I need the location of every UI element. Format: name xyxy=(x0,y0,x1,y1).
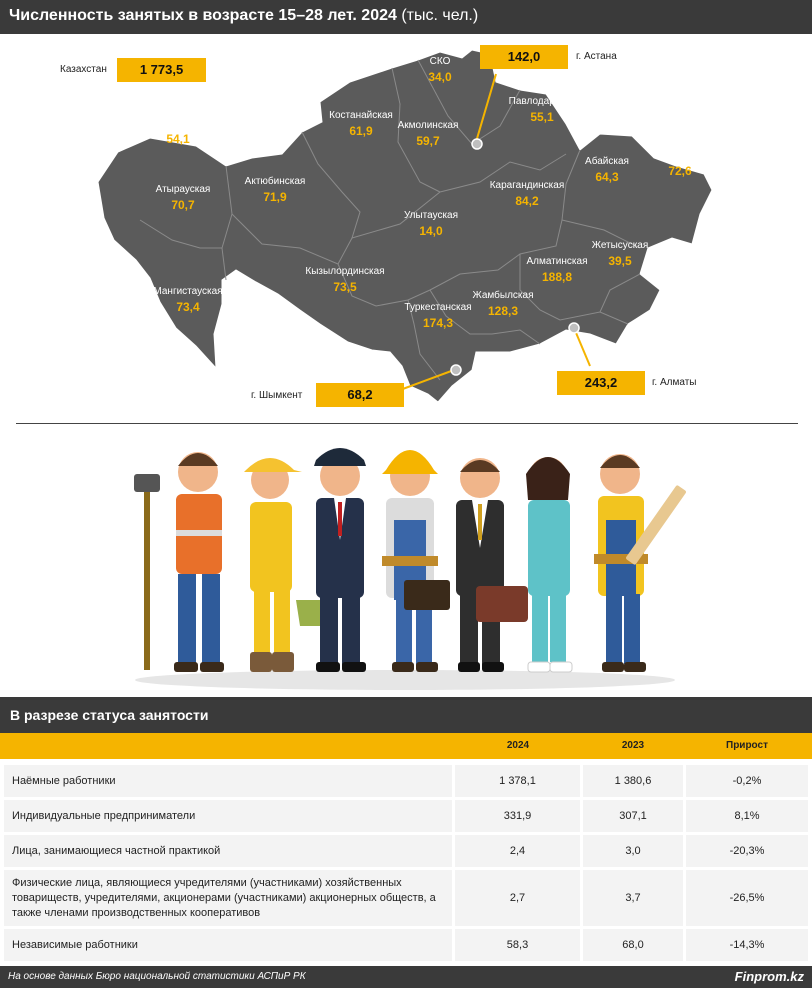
region-zhetysu xyxy=(584,240,656,268)
table-row xyxy=(0,835,812,867)
surveyor-figure xyxy=(134,452,224,672)
region-abai xyxy=(578,156,636,184)
region-name: Карагандинская xyxy=(489,180,565,191)
kazakhstan-map xyxy=(0,34,812,414)
region-value: 174,3 xyxy=(422,316,454,330)
region-kostanay xyxy=(323,110,399,138)
table-row xyxy=(0,929,812,961)
row-value-2023: 68,0 xyxy=(583,929,683,961)
row-growth: -26,5% xyxy=(686,870,808,926)
carpenter-figure xyxy=(594,454,687,672)
region-aktobe xyxy=(238,176,312,204)
workers-drawing xyxy=(120,430,690,692)
region-akmola xyxy=(390,120,466,148)
nurse-figure xyxy=(526,457,572,672)
region-name: Акмолинская xyxy=(397,120,459,131)
region-name: Актюбинская xyxy=(244,176,306,187)
region-ulytau xyxy=(398,210,464,238)
region-value: 64,3 xyxy=(595,170,619,184)
table-row xyxy=(0,870,812,926)
region-name: Туркестанская xyxy=(404,302,472,313)
region-value: 70,7 xyxy=(171,198,195,212)
row-growth: 8,1% xyxy=(686,800,808,832)
builder-figure xyxy=(382,450,450,672)
shymkent-marker xyxy=(451,365,461,375)
region-name: Улытауская xyxy=(403,210,459,221)
region-name: Кызылординская xyxy=(305,266,385,277)
astana-marker xyxy=(472,139,482,149)
region-value: 188,8 xyxy=(541,270,573,284)
column-growth: Прирост xyxy=(726,740,768,751)
row-label: Независимые работники xyxy=(4,929,452,961)
region-value: 84,2 xyxy=(515,194,539,208)
region-value: 59,7 xyxy=(416,134,440,148)
kazakhstan-label: Казахстан xyxy=(60,64,107,75)
region-sko xyxy=(418,56,462,84)
region-zhambyl xyxy=(470,290,536,318)
region-kyzylorda xyxy=(300,266,390,294)
region-zko xyxy=(156,118,200,146)
row-value-2023: 307,1 xyxy=(583,800,683,832)
astana-label: г. Астана xyxy=(576,51,617,62)
row-value-2024: 58,3 xyxy=(455,929,580,961)
region-value: 61,9 xyxy=(349,124,373,138)
row-label: Наёмные работники xyxy=(4,765,452,797)
divider xyxy=(16,423,798,424)
row-label: Индивидуальные предприниматели xyxy=(4,800,452,832)
region-name: Мангистауская xyxy=(153,286,223,297)
page-header xyxy=(0,0,812,34)
table-header xyxy=(0,733,812,759)
region-value: 54,1 xyxy=(166,132,190,146)
region-name: ЗКО xyxy=(168,118,188,129)
shymkent-value: 68,2 xyxy=(316,383,404,407)
region-atyrau xyxy=(148,184,218,212)
row-growth: -14,3% xyxy=(686,929,808,961)
region-mangistau xyxy=(146,286,230,314)
region-name: ВКО xyxy=(669,150,691,161)
footer xyxy=(0,966,812,988)
table-row xyxy=(0,800,812,832)
region-turkestan xyxy=(402,302,474,330)
region-value: 73,5 xyxy=(333,280,357,294)
region-name: Алматинская xyxy=(526,256,588,267)
region-value: 73,4 xyxy=(176,300,200,314)
region-value: 128,3 xyxy=(487,304,519,318)
region-name: Атырауская xyxy=(155,184,211,195)
region-value: 14,0 xyxy=(419,224,443,238)
region-name: Костанайская xyxy=(329,110,393,121)
column-2023: 2023 xyxy=(621,740,645,751)
title-text: Численность занятых в возрасте 15–28 лет. 2024 xyxy=(9,7,397,24)
row-value-2023: 3,7 xyxy=(583,870,683,926)
region-name: СКО xyxy=(429,56,451,67)
row-label: Физические лица, являющиеся учредителями (участниками) хозяйственных товариществ, учредителями, акционерами (участниками) акционерных обществ, а также членами производственных кооперативов xyxy=(4,870,452,926)
section-header xyxy=(0,697,812,733)
region-name: Жетысуская xyxy=(591,240,649,251)
row-value-2023: 3,0 xyxy=(583,835,683,867)
region-pavlodar xyxy=(500,96,584,124)
row-value-2024: 2,4 xyxy=(455,835,580,867)
region-value: 55,1 xyxy=(530,110,554,124)
brand-logo: Finprom.kz xyxy=(734,969,804,984)
table-row xyxy=(0,765,812,797)
kazakhstan-value: 1 773,5 xyxy=(117,58,206,82)
astana-value: 142,0 xyxy=(480,45,568,69)
region-value: 34,0 xyxy=(428,70,452,84)
row-growth: -20,3% xyxy=(686,835,808,867)
row-value-2024: 1 378,1 xyxy=(455,765,580,797)
region-name: Жамбылская xyxy=(472,290,534,301)
row-growth: -0,2% xyxy=(686,765,808,797)
workers-illustration xyxy=(120,430,690,692)
almaty-label: г. Алматы xyxy=(652,377,697,388)
region-vko xyxy=(660,150,700,178)
source-note: На основе данных Бюро национальной статистики АСПиР РК xyxy=(8,971,306,982)
row-value-2024: 2,7 xyxy=(455,870,580,926)
region-value: 39,5 xyxy=(608,254,632,268)
region-karaganda xyxy=(484,180,570,208)
region-name: Абайская xyxy=(585,156,629,167)
region-name: Павлодарская xyxy=(508,96,576,107)
page-title xyxy=(9,7,478,25)
column-2024: 2024 xyxy=(506,740,530,751)
pilot-figure xyxy=(314,448,366,672)
almaty-marker xyxy=(569,323,579,333)
almaty-value: 243,2 xyxy=(557,371,645,395)
shymkent-label: г. Шымкент xyxy=(251,390,303,401)
row-value-2023: 1 380,6 xyxy=(583,765,683,797)
section-title: В разрезе статуса занятости xyxy=(10,707,209,723)
title-unit: (тыс. чел.) xyxy=(401,7,479,24)
row-label: Лица, занимающиеся частной практикой xyxy=(4,835,452,867)
businessman-figure xyxy=(456,458,528,672)
region-value: 72,6 xyxy=(668,164,692,178)
region-almaty-region xyxy=(522,256,592,284)
row-value-2024: 331,9 xyxy=(455,800,580,832)
region-value: 71,9 xyxy=(263,190,287,204)
